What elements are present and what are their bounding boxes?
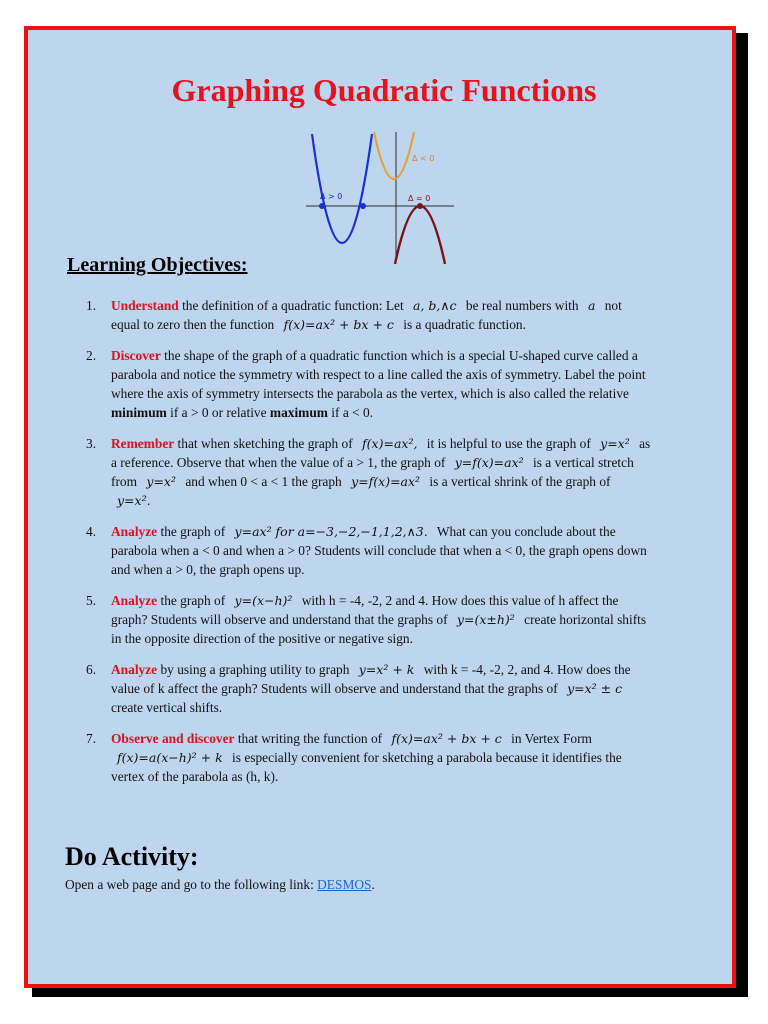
delta-negative-label: Δ < 0 [412,154,435,163]
parabola-figure [284,104,484,264]
desmos-link[interactable]: DESMOS [317,877,372,892]
list-item: 1. Understand the definition of a quadratic function: Let a, b,∧c be real numbers with a not equal to zero then the function f(x)=ax² + bx + c is a quadratic function. [86,298,622,332]
objectives-list [82,296,652,798]
list-item: 3. Remember that when sketching the graph of f(x)=ax², it is helpful to use the graph of y=x² as a reference. Observe that when the value of a > 1, the graph of y=f(x)=ax² is a vertical stretch from y=x² and when 0 < a < 1 the graph y=f(x)=ax² is a vertical shrink of the graph of y=x². [86,436,651,508]
list-item: 6. Analyze by using a graphing utility to graph y=x² + k with k = -4, -2, 2, and 4. How does the value of k affect the graph? Students will observe and understand that the graphs of y=x² ± c create vertical shifts. [86,662,631,715]
objectives-heading: Learning Objectives: [67,254,248,276]
root-point-left [319,203,325,209]
list-item: 7. Observe and discover that writing the function of f(x)=ax² + bx + c in Vertex Form f(x)=a(x−h)² + k is especially convenient for sketching a parabola because it identifies the vertex of the parabola as (h, k). [86,731,622,784]
root-point-right [360,203,366,209]
delta-positive-label: Δ > 0 [320,192,343,201]
vertex-point [417,203,423,209]
orange-parabola [374,132,414,179]
activity-heading: Do Activity: [65,842,199,871]
delta-zero-label: Δ = 0 [408,194,431,203]
activity-text: Open a web page and go to the following link: DESMOS. [65,877,375,892]
list-item: 2. Discover the shape of the graph of a quadratic function which is a special U-shaped curve called a parabola and notice the symmetry with respect to a line called the axis of symmetry. Label the point where the axis of symmetry intersects the parabola as the vertex, which is also called the relative minimum if a > 0 or relative maximum if a < 0. [86,348,646,420]
list-item: 4. Analyze the graph of y=ax² for a=−3,−2,−1,1,2,∧3. What can you conclude about the parabola when a < 0 and when a > 0? Students will conclude that when a < 0, the graph opens down and when a > 0, the graph opens up. [86,524,647,577]
page-title: Graphing Quadratic Functions [171,72,597,108]
red-parabola [395,206,445,264]
blue-parabola [312,134,372,243]
list-item: 5. Analyze the graph of y=(x−h)² with h = -4, -2, 2 and 4. How does this value of h affect the graph? Students will observe and understand that the graphs of y=(x±h)² create horizontal shifts in the opposite direction of the positive or negative sign. [86,593,647,646]
